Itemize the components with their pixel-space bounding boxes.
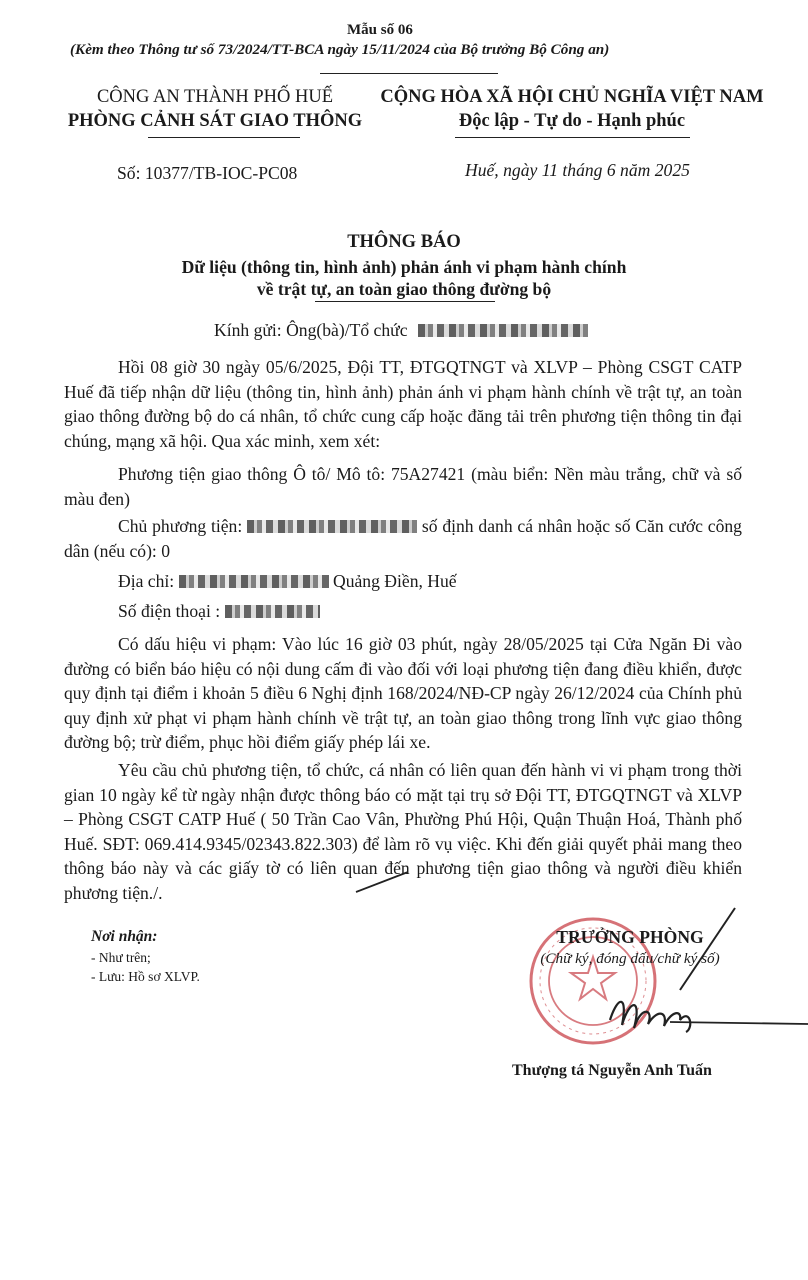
document-subtitle-2: về trật tự, an toàn giao thông đường bộ [256,279,552,299]
owner-paragraph [64,514,742,563]
department-name: PHÒNG CẢNH SÁT GIAO THÔNG [67,111,363,131]
redacted-recipient [418,324,588,337]
owner-id-text: số định danh cá nhân hoặc số Căn cước công dân (nếu có): 0 [64,516,742,561]
violation-paragraph: Có dấu hiệu vi phạm: Vào lúc 16 giờ 03 phút, ngày 28/05/2025 tại Cửa Ngăn Đi vào đường có biển báo hiệu có nội dung cấm đi vào đối với loại phương tiện đang điều khiển, được quy định tại điểm i khoản 5 điều 6 Nghị định 168/2024/NĐ-CP ngày 26/12/2024 của Chính phủ quy định xử phạt vi phạm hành chính về trật tự, an toàn giao thông trong lĩnh vực giao thông đường bộ; trừ điểm, phục hồi điểm giấy phép lái xe. [64,634,742,752]
address-district: Quảng Điền, Huế [333,571,457,591]
divider-top [320,73,498,74]
recipient-line [214,320,588,341]
document-title: THÔNG BÁO [347,232,461,252]
place-date: Huế, ngày 11 tháng 6 năm 2025 [465,160,690,180]
recipient-item: - Như trên; [91,950,151,965]
document-number: Số: 10377/TB-IOC-PC08 [117,163,298,183]
agency-underline [148,137,300,138]
phone-label: Số điện thoại : [118,601,221,621]
recipient-item: - Lưu: Hồ sơ XLVP. [91,969,200,984]
nation-motto: Độc lập - Tự do - Hạnh phúc [458,111,686,131]
title-underline [315,301,495,302]
signer-title: TRƯỞNG PHÒNG [556,927,704,947]
intro-paragraph: Hồi 08 giờ 30 ngày 05/6/2025, Đội TT, ĐTGQTNGT và XLVP – Phòng CSGT CATP Huế đã tiếp nhận dữ liệu (thông tin, hình ảnh) phản ánh vi phạm hành chính về trật tự, an toàn giao thông đường bộ do cá nhân, tổ chức cung cấp hoặc đăng tải trên phương tiện thông tin đại chúng, mạng xã hội. Qua xác minh, xem xét: [64,357,742,451]
address-label: Địa chỉ: [118,571,175,591]
redacted-owner-name [247,520,417,533]
signer-name: Thượng tá Nguyễn Anh Tuấn [512,1062,712,1079]
signer-note: (Chữ ký, đóng dấu/chữ ký số) [540,950,720,967]
pen-mark-icon [352,868,412,898]
redacted-address [179,575,329,588]
motto-underline [455,137,690,138]
address-line [118,571,457,592]
owner-label: Chủ phương tiện: [118,516,243,536]
agency-name: CÔNG AN THÀNH PHỐ HUẾ [96,87,334,107]
recipients-title: Nơi nhận: [91,928,158,945]
vehicle-paragraph: Phương tiện giao thông Ô tô/ Mô tô: 75A27421 (màu biển: Nền màu trắng, chữ và số màu đen) [64,464,742,509]
form-number: Mẫu số 06 [347,22,413,38]
nation-title: CỘNG HÒA XÃ HỘI CHỦ NGHĨA VIỆT NAM [380,87,764,107]
form-reference: (Kèm theo Thông tư số 73/2024/TT-BCA ngày 15/11/2024 của Bộ trưởng Bộ Công an) [70,41,610,58]
document-subtitle-1: Dữ liệu (thông tin, hình ảnh) phản ánh vi phạm hành chính [181,257,627,277]
redacted-phone [225,605,320,618]
phone-line [118,601,320,622]
request-paragraph: Yêu cầu chủ phương tiện, tổ chức, cá nhân có liên quan đến hành vi vi phạm trong thời gian 10 ngày kể từ ngày nhận được thông báo có mặt tại trụ sở Đội TT, ĐTGQTNGT và XLVP – Phòng CSGT CATP Huế ( 50 Trần Cao Vân, Phường Phú Hội, Quận Thuận Hoá, Thành phố Huế. SĐT: 069.414.9345/02343.822.303) để làm rõ vụ việc. Khi đến giải quyết phải mang theo thông báo này và các giấy tờ có liên quan đến phương tiện giao thông và người điều khiển phương tiện./. [64,760,742,903]
recipient-label: Kính gửi: Ông(bà)/Tổ chức [214,320,408,340]
